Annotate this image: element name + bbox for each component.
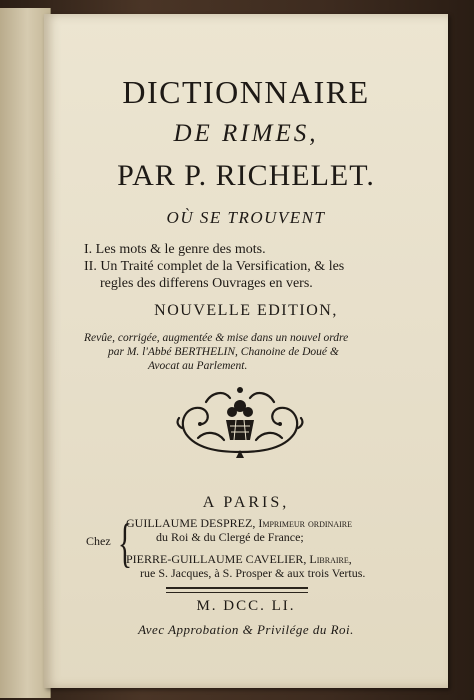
contents-item-2-continued: regles des differens Ouvrages en vers. <box>100 276 313 291</box>
contents-item-2: II. Un Traité complet de la Versification, & les <box>84 259 345 274</box>
title-line-2: DE RIMES, <box>173 120 319 147</box>
contents-item-1: I. Les mots & le genre des mots. <box>84 242 266 257</box>
revision-line-2: par M. l'Abbé BERTHELIN, Chanoine de Doué & <box>108 346 339 358</box>
title-page <box>44 14 448 688</box>
author-line: PAR P. RICHELET. <box>117 159 375 192</box>
imprint-city: A PARIS, <box>202 494 290 511</box>
publisher-2-line-2: rue S. Jacques, à S. Prosper & aux trois Vertus. <box>140 566 366 580</box>
floral-basket-vignette-icon <box>176 382 304 460</box>
publication-year: M. DCC. LI. <box>196 598 296 614</box>
divider-rule-thin <box>166 592 308 593</box>
publisher-1-line-1: GUILLAUME DESPREZ, Imprimeur ordinaire <box>126 516 352 530</box>
revision-line-3: Avocat au Parlement. <box>148 360 248 372</box>
imprint-chez: Chez <box>86 534 111 548</box>
edition-line: NOUVELLE EDITION, <box>154 302 338 319</box>
contents-heading: OÙ SE TROUVENT <box>166 208 326 227</box>
title-line-1: DICTIONNAIRE <box>122 74 370 110</box>
revision-line-1: Revûe, corrigée, augmentée & mise dans un nouvel ordre <box>84 332 349 344</box>
publisher-1-line-2: du Roi & du Clergé de France; <box>156 530 304 544</box>
publisher-2-line-1: PIERRE-GUILLAUME CAVELIER, Libraire, <box>126 552 352 566</box>
brace-icon: { <box>117 513 133 573</box>
divider-rule <box>166 587 308 589</box>
approbation-line: Avec Approbation & Privilége du Roi. <box>138 622 354 637</box>
